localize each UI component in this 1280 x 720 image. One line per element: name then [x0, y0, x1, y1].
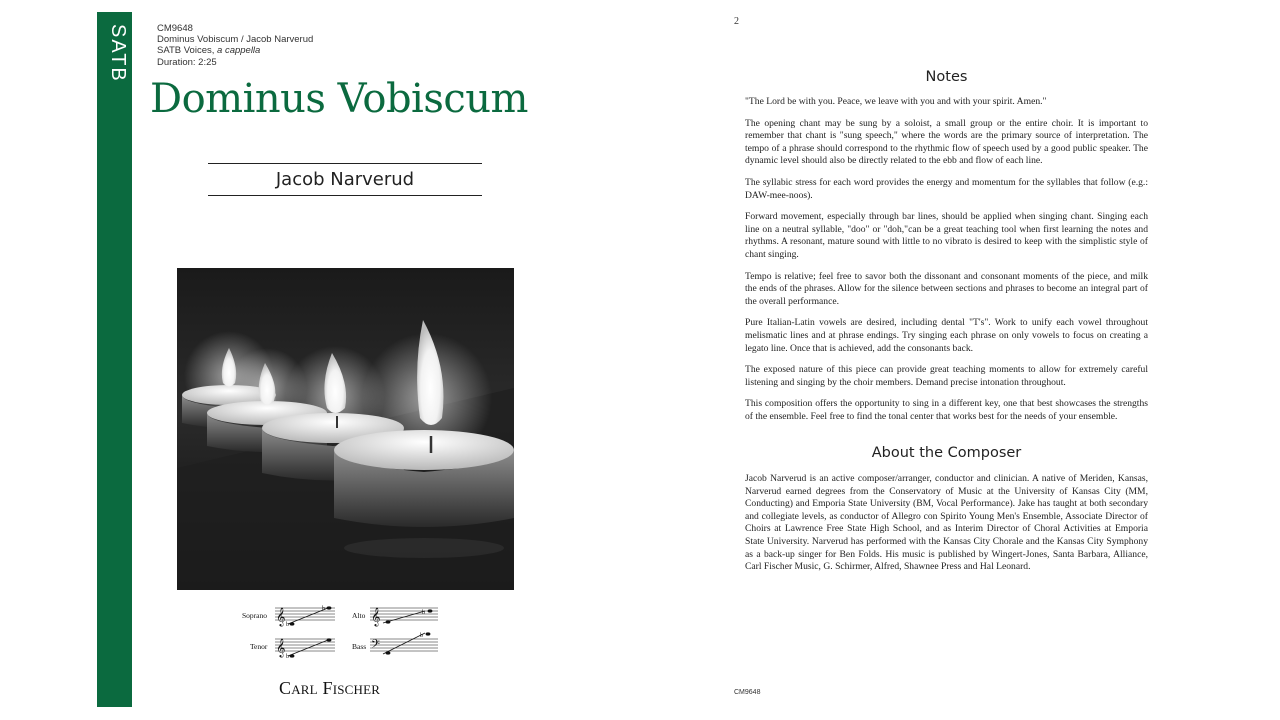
treble-clef-icon: 𝄞	[276, 609, 286, 626]
about-heading: About the Composer	[871, 445, 1022, 461]
svg-text:b: b	[286, 654, 289, 660]
bass-clef-icon: 𝄢	[371, 639, 381, 654]
page-number: 2	[734, 16, 739, 27]
svg-text:b: b	[422, 610, 425, 616]
svg-text:b: b	[322, 606, 325, 612]
notes-heading: Notes	[925, 69, 968, 85]
composer-name: Jacob Narverud	[275, 169, 415, 190]
notes-paragraph: The exposed nature of this piece can provide great teaching moments to allow for extremely careful listening and singing by the choir members. Demand precise intonation throughout.	[745, 364, 1148, 388]
score-metadata	[157, 23, 313, 68]
duration: Duration: 2:25	[157, 56, 217, 68]
publisher-logo: Carl Fischer	[279, 678, 381, 698]
catalog-code: CM9648	[157, 23, 193, 34]
svg-text:b: b	[420, 633, 423, 639]
notes-body	[745, 96, 1148, 432]
range-label-tenor: Tenor	[250, 642, 268, 651]
voicing-sidebar-label: SATB	[107, 24, 129, 83]
notes-paragraph: This composition offers the opportunity to sing in a different key, one that best showcases the strengths of the ensemble. Feel free to find the tonal center that works best for the needs of your ensemble.	[745, 398, 1148, 422]
composer-rule-top	[208, 163, 482, 164]
footer-catalog-code: CM9648	[734, 689, 761, 696]
composer-bio	[745, 473, 1148, 583]
range-label-alto: Alto	[352, 611, 366, 620]
title-line: Dominus Vobiscum / Jacob Narverud	[157, 34, 314, 46]
piece-title: Dominus Vobiscum	[150, 76, 528, 122]
notes-paragraph: The opening chant may be sung by a soloist, a small group or the entire choir. It is important to remember that chant is "sung speech," where the words are the primary source of interpretation. The tempo of a phrase should correspond to the rhythmic flow of speech used by a good public speaker. The dynamic level should also be directly related to the ebb and flow of each line.	[745, 117, 1148, 167]
svg-text:b: b	[286, 622, 289, 628]
notes-paragraph: Pure Italian-Latin vowels are desired, including dental "T's". Work to unify each vowel throughout melismatic lines and at phrase endings. Try singing each phrase on only vowels to focus on creating a legato line. Once that is achieved, add the consonants back.	[745, 317, 1148, 354]
notes-paragraph: Forward movement, especially through bar lines, should be applied when singing chant. Singing each line on a neutral syllable, "doo" or "doh,"can be a great teaching tool when first learning the notes and rhythms. A resonant, mature sound with little to no vibrato is desired to keep with the simplistic style of chant singing.	[745, 211, 1148, 260]
composer-rule-bottom	[208, 195, 482, 196]
notes-paragraph: Tempo is relative; feel free to savor both the dissonant and consonant moments of the piece, and milk the ends of the phrases. Allow for the silence between sections and phrases to become an integral part of the overall performance.	[745, 270, 1148, 307]
treble-clef-icon: 𝄞	[276, 640, 286, 657]
sidebar-band	[97, 12, 132, 707]
cover-photo-candles	[177, 268, 514, 590]
range-label-bass: Bass	[352, 642, 367, 651]
vocal-ranges	[240, 600, 450, 662]
notes-paragraph: "The Lord be with you. Peace, we leave with you and with your spirit. Amen."	[745, 96, 1047, 107]
bio-paragraph: Jacob Narverud is an active composer/arranger, conductor and clinician. A native of Meriden, Kansas, Narverud earned degrees from the Conservatory of Music at the University of Kansas City (MM, Conducting) and Emporia State University (BM, Vocal Performance). Jake has taught at both secondary and collegiate levels, as conductor of Allegro con Spirito Young Men's Ensemble, Associate Director of Choirs at Lawrence Free State High School, and as Interim Director of Choral Activities at Emporia State University. Narverud has performed with the Kansas City Chorale and the Kansas City Symphony as a back-up singer for Ben Folds. His music is published by Wingert-Jones, Santa Barbara, Alliance, Carl Fischer Music, G. Schirmer, Alfred, Shawnee Press and Hal Leonard.	[745, 473, 1148, 573]
range-label-soprano: Soprano	[242, 611, 267, 620]
notes-paragraph: The syllabic stress for each word provides the energy and momentum for the syllables that follow (e.g.: DAW-mee-noos).	[745, 176, 1148, 201]
treble-clef-icon: 𝄞	[371, 609, 381, 626]
voicing-line: SATB Voices, a cappella	[157, 45, 261, 57]
